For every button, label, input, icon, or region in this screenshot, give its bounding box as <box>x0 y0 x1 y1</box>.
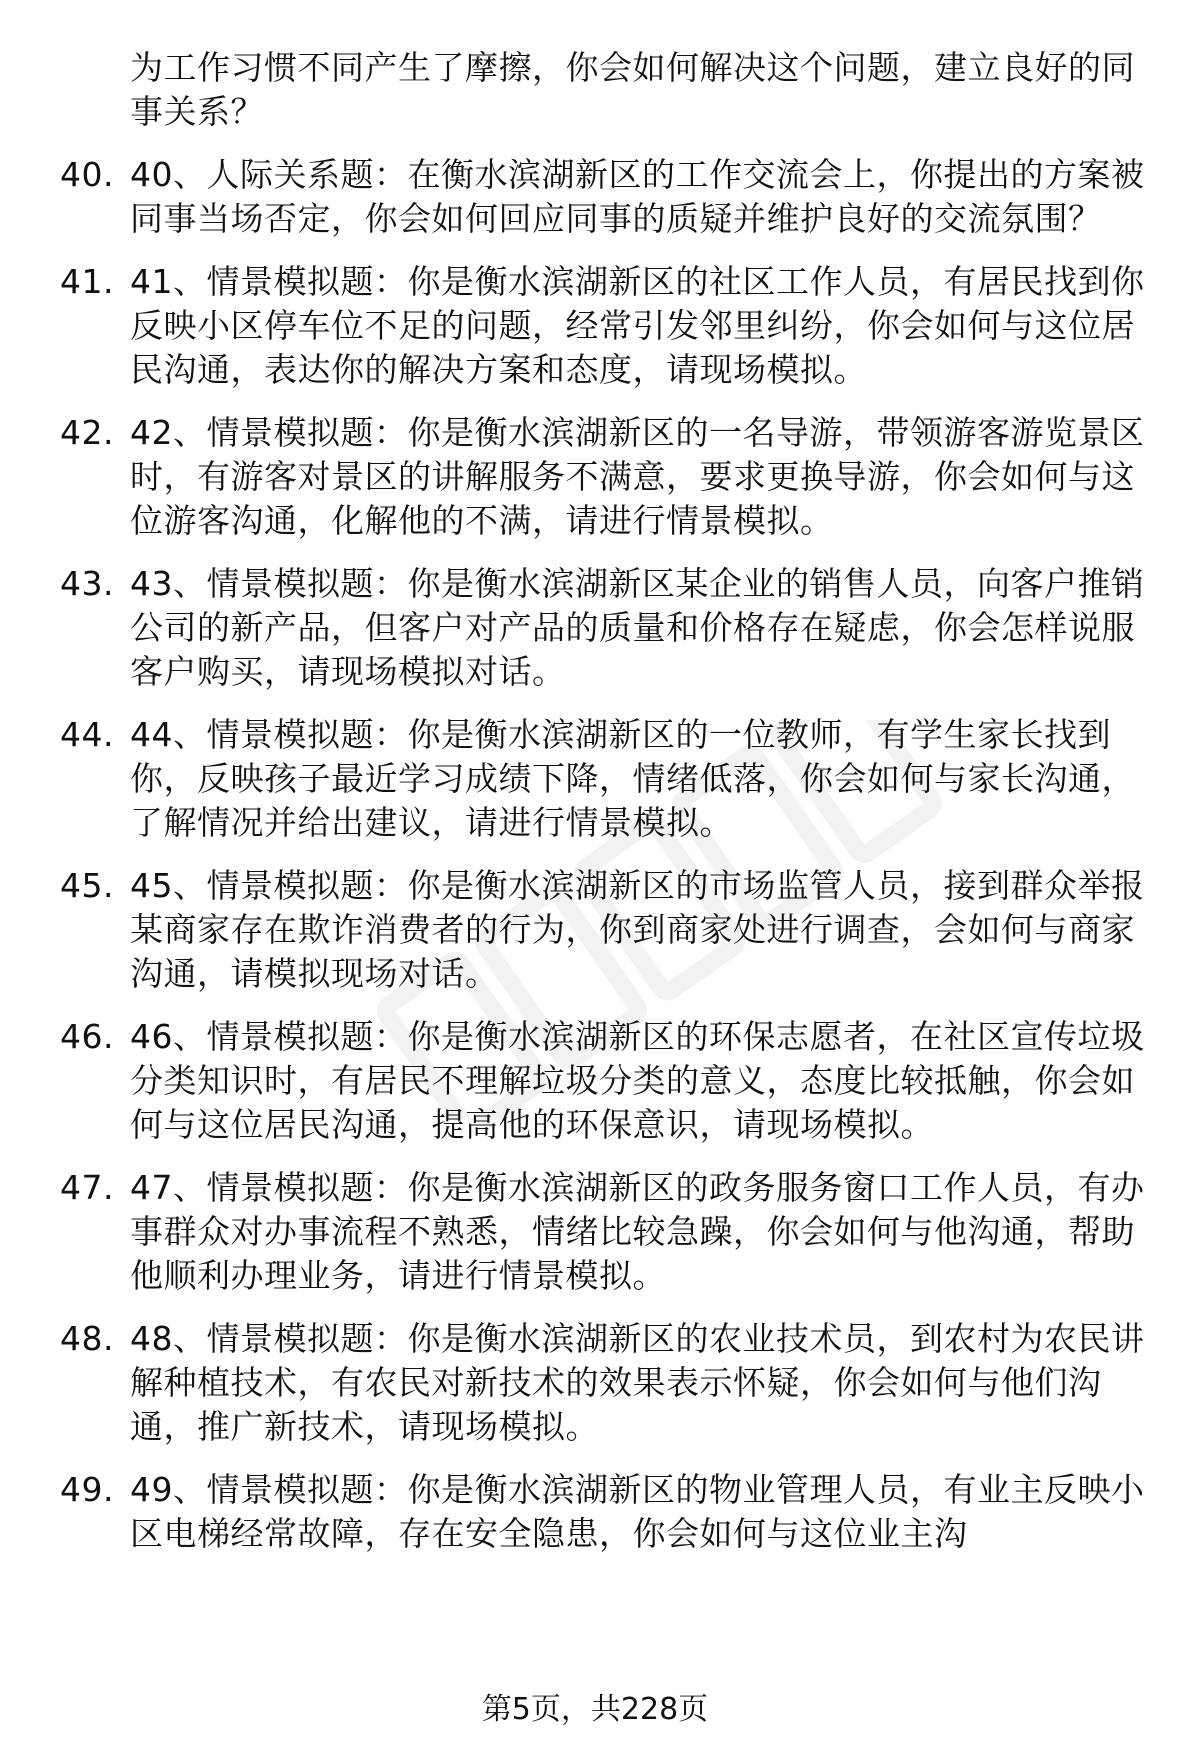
question-item <box>58 1317 1158 1449</box>
question-list <box>58 153 1158 1556</box>
question-number: 48. <box>60 1319 114 1358</box>
question-item <box>58 153 1158 241</box>
question-number: 46. <box>60 1017 114 1056</box>
question-number: 49. <box>60 1470 114 1509</box>
question-number: 40. <box>60 155 114 194</box>
question-text: 45、情景模拟题：你是衡水滨湖新区的市场监管人员，接到群众举报某商家存在欺诈消费者的行为，你到商家处进行调查，会如何与商家沟通，请模拟现场对话。 <box>130 866 1145 993</box>
question-item <box>58 1015 1158 1147</box>
question-number: 41. <box>60 262 114 301</box>
question-text: 44、情景模拟题：你是衡水滨湖新区的一位教师，有学生家长找到你，反映孩子最近学习成绩下降，情绪低落，你会如何与家长沟通，了解情况并给出建议，请进行情景模拟。 <box>130 715 1135 842</box>
page-footer: 第5页，共228页 <box>481 1692 709 1727</box>
question-item <box>58 411 1158 543</box>
question-item <box>58 1468 1158 1556</box>
question-text: 46、情景模拟题：你是衡水滨湖新区的环保志愿者，在社区宣传垃圾分类知识时，有居民不理解垃圾分类的意义，态度比较抵触，你会如何与这位居民沟通，提高他的环保意识，请现场模拟。 <box>130 1017 1145 1144</box>
question-item <box>58 1166 1158 1298</box>
question-text: 43、情景模拟题：你是衡水滨湖新区某企业的销售人员，向客户推销公司的新产品，但客户对产品的质量和价格存在疑虑，你会怎样说服客户购买，请现场模拟对话。 <box>130 564 1145 691</box>
question-number: 42. <box>60 413 114 452</box>
question-text: 42、情景模拟题：你是衡水滨湖新区的一名导游，带领游客游览景区时，有游客对景区的讲解服务不满意，要求更换导游，你会如何与这位游客沟通，化解他的不满，请进行情景模拟。 <box>130 413 1145 540</box>
question-number: 43. <box>60 564 114 603</box>
question-text: 41、情景模拟题：你是衡水滨湖新区的社区工作人员，有居民找到你反映小区停车位不足的问题，经常引发邻里纠纷，你会如何与这位居民沟通，表达你的解决方案和态度，请现场模拟。 <box>130 262 1145 389</box>
question-text: 40、人际关系题：在衡水滨湖新区的工作交流会上，你提出的方案被同事当场否定，你会如何回应同事的质疑并维护良好的交流氛围？ <box>130 155 1145 238</box>
question-item <box>58 260 1158 392</box>
question-text: 47、情景模拟题：你是衡水滨湖新区的政务服务窗口工作人员，有办事群众对办事流程不熟悉，情绪比较急躁，你会如何与他沟通，帮助他顺利办理业务，请进行情景模拟。 <box>130 1168 1145 1295</box>
question-item <box>58 562 1158 694</box>
question-content <box>58 46 1158 1556</box>
question-text: 49、情景模拟题：你是衡水滨湖新区的物业管理人员，有业主反映小区电梯经常故障，存在安全隐患，你会如何与这位业主沟 <box>130 1470 1145 1553</box>
question-item <box>58 713 1158 845</box>
question-number: 45. <box>60 866 114 905</box>
question-item <box>58 864 1158 996</box>
question-text: 48、情景模拟题：你是衡水滨湖新区的农业技术员，到农村为农民讲解种植技术，有农民对新技术的效果表示怀疑，你会如何与他们沟通，推广新技术，请现场模拟。 <box>130 1319 1145 1446</box>
question-number: 47. <box>60 1168 114 1207</box>
question-number: 44. <box>60 715 114 754</box>
continued-question-text: 为工作习惯不同产生了摩擦，你会如何解决这个问题，建立良好的同事关系？ <box>130 48 1135 131</box>
